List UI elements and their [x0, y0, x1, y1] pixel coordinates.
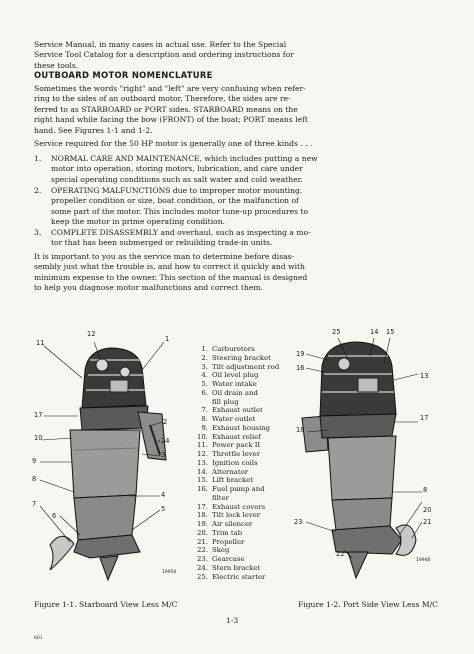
callout-label: 15	[386, 328, 395, 336]
list-item-number: 3.	[34, 228, 42, 237]
page-number: 1-3	[226, 616, 239, 625]
legend-name: Carburetors	[212, 345, 255, 353]
legend-name: Lift bracket	[212, 476, 253, 485]
legend-item	[194, 433, 304, 442]
callout-label: 9	[32, 457, 37, 465]
figure-image-id: 19946	[416, 558, 431, 563]
legend-number: 25.	[197, 572, 208, 581]
callout-label: 14	[370, 328, 379, 336]
legend-item	[194, 564, 304, 573]
footer-code: 601	[34, 636, 43, 641]
legend-item	[194, 459, 304, 468]
legend-item	[194, 389, 304, 407]
legend-name: Air silencer	[212, 520, 253, 528]
figure-caption-starboard: Figure 1-1. Starboard View Less M/C	[34, 600, 178, 609]
legend-number: 7.	[201, 406, 208, 415]
legend-name: Exhaust housing	[212, 423, 271, 432]
legend-item	[194, 573, 304, 582]
legend-name: Propeller	[212, 537, 245, 546]
callout-label: 18	[296, 426, 305, 434]
legend-name: Water intake	[212, 380, 257, 388]
legend-item	[194, 406, 304, 415]
callout-label: 19	[296, 350, 305, 358]
legend-number: 16.	[197, 485, 208, 493]
list-item-text: NORMAL CARE AND MAINTENANCE, which includes putting a new motor into operation, storing motors, lubrication, and care under special operating conditions such as salt water and cold weather.	[51, 154, 318, 184]
callout-label: 11	[36, 339, 45, 347]
list-item-text: OPERATING MALFUNCTIONS due to improper motor mounting, propeller condition or size, boat condition, or the malfunction of some part of the motor. This includes motor tune-up procedures to keep the motor in prime operating condition.	[51, 186, 309, 227]
legend-item	[194, 424, 304, 433]
callout-label: 13	[420, 372, 429, 380]
legend-number: 24.	[197, 563, 208, 572]
legend-number: 10.	[197, 432, 208, 441]
callout-label: 24	[161, 437, 170, 445]
legend-item	[194, 415, 304, 424]
legend-number: 20.	[197, 528, 208, 537]
closing-paragraph: It is important to you as the service man to determine before disas- sembly just what the trouble is, and how to correct it quickly and with minimum expense to the owner. This section of the manual is designed to help you diagnose motor malfunctions and correct them.	[34, 252, 308, 293]
legend-item	[194, 476, 304, 485]
legend-name: Gearcase	[212, 555, 245, 563]
legend-number: 19.	[197, 520, 208, 528]
legend-number: 14.	[197, 467, 208, 476]
parts-legend	[194, 345, 304, 581]
callout-label: 20	[423, 506, 432, 514]
intro-paragraph: Service Manual, in many cases in actual use. Refer to the Special Service Tool Catalog for a description and ordering instructions for these tools.	[34, 40, 294, 70]
legend-item	[194, 555, 304, 564]
callout-label: 4	[161, 491, 166, 499]
outboard-motor-illustration	[292, 326, 442, 596]
callout-label: 12	[87, 330, 96, 338]
legend-name: Exhaust outlet	[212, 406, 263, 415]
legend-item	[194, 380, 304, 389]
list-item-number: 2.	[34, 186, 42, 195]
legend-name: Ignition coils	[212, 458, 258, 467]
legend-name: Electric starter	[212, 572, 266, 581]
legend-number: 5.	[201, 380, 208, 388]
legend-name: Steering bracket	[212, 353, 271, 362]
callout-label: 23	[294, 518, 303, 526]
legend-name: Stern bracket	[212, 563, 261, 572]
legend-number: 11.	[197, 441, 208, 450]
legend-item	[194, 546, 304, 555]
legend-name: Trim tab	[212, 528, 243, 537]
legend-item	[194, 441, 304, 450]
callout-label: 25	[332, 328, 341, 336]
callout-label: 8	[423, 486, 428, 494]
legend-item	[194, 503, 304, 512]
list-item-number: 1.	[34, 154, 42, 163]
legend-item	[194, 363, 304, 372]
legend-number: 17.	[197, 502, 208, 511]
legend-number: 1.	[201, 345, 208, 353]
legend-item	[194, 468, 304, 477]
legend-number: 23.	[197, 555, 208, 563]
callout-label: 5	[161, 505, 166, 513]
legend-number: 6.	[201, 388, 208, 397]
legend-number: 2.	[201, 353, 208, 362]
callout-label: 1	[165, 335, 170, 343]
callout-label: 7	[32, 500, 37, 508]
legend-number: 9.	[201, 423, 208, 432]
legend-item	[194, 345, 304, 354]
callout-label: 2	[163, 418, 168, 426]
legend-name: Water outlet	[212, 415, 256, 423]
callout-label: 16	[296, 364, 305, 372]
legend-name: Oil level plug	[212, 371, 259, 380]
callout-label: 3	[161, 451, 166, 459]
legend-number: 21.	[197, 537, 208, 546]
service-required-line: Service required for the 50 HP motor is generally one of three kinds . . .	[34, 139, 313, 148]
legend-item	[194, 511, 304, 520]
legend-item	[194, 450, 304, 459]
figure-starboard-view	[30, 330, 190, 595]
legend-name: Skeg	[212, 546, 230, 555]
section-heading: OUTBOARD MOTOR NOMENCLATURE	[34, 70, 213, 80]
legend-item	[194, 538, 304, 547]
callout-label: 21	[423, 518, 432, 526]
callout-label: 22	[336, 550, 345, 558]
figure-caption-port: Figure 1-2. Port Side View Less M/C	[298, 600, 438, 609]
figure-image-id: 19950	[162, 570, 177, 575]
legend-number: 22.	[197, 546, 208, 555]
legend-number: 15.	[197, 476, 208, 485]
legend-number: 8.	[201, 415, 208, 423]
legend-number: 12.	[197, 450, 208, 458]
legend-name: Oil drain and fill plug	[212, 388, 258, 406]
outboard-motor-illustration	[30, 330, 190, 595]
legend-name: Exhaust covers	[212, 502, 266, 511]
legend-name: Throttle lever	[212, 450, 261, 458]
legend-item	[194, 529, 304, 538]
legend-item	[194, 520, 304, 529]
legend-number: 13.	[197, 458, 208, 467]
legend-name: Exhaust relief	[212, 432, 261, 441]
callout-label: 17	[34, 411, 43, 419]
legend-item	[194, 354, 304, 363]
callout-label: 10	[34, 434, 43, 442]
legend-number: 3.	[201, 362, 208, 371]
legend-item	[194, 485, 304, 503]
callout-label: 17	[420, 414, 429, 422]
callout-label: 8	[32, 475, 37, 483]
legend-name: Tilt lock lever	[212, 511, 261, 520]
legend-number: 4.	[201, 371, 208, 380]
legend-item	[194, 371, 304, 380]
list-item-text: COMPLETE DISASSEMBLY and overhaul, such as inspecting a mo- tor that has been submerged or rebuilding trade-in units.	[51, 228, 311, 248]
legend-name: Power pack II	[212, 441, 261, 450]
callout-label: 6	[52, 512, 57, 520]
figure-port-side-view	[292, 326, 442, 596]
legend-number: 18.	[197, 511, 208, 520]
nomenclature-paragraph: Sometimes the words "right" and "left" are very confusing when refer- ring to the sides of an outboard motor. Therefore, the sides are re- ferred to as STARBOARD or PORT sides. STARBOARD means on the right hand while facing the bow (FRONT) of the boat; PORT means left hand. See Figures 1-1 and 1-2.	[34, 84, 308, 135]
legend-name: Fuel pump and filter	[212, 485, 265, 502]
legend-name: Alternator	[212, 467, 249, 476]
legend-name: Tilt adjustment rod	[212, 362, 280, 371]
